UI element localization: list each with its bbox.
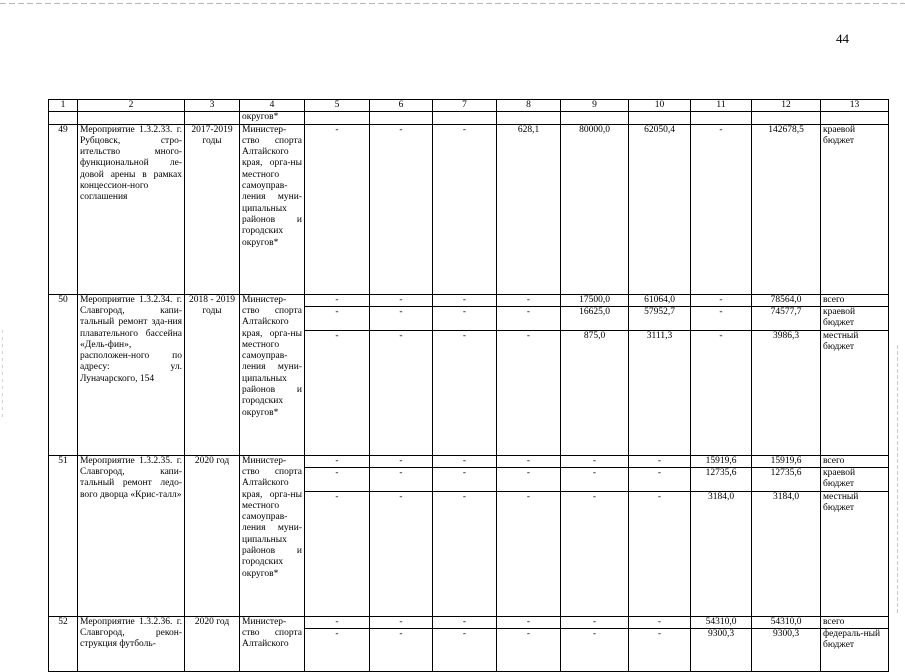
cell-executor: Министер-ство спорта Алтайского края, орга-ны местного самоуправ-ления муни-ципальных районов и городских округов* xyxy=(240,294,305,455)
cell-c10: 57952,7 xyxy=(629,306,691,330)
cell-empty xyxy=(433,112,497,124)
cell-empty xyxy=(752,112,821,124)
column-header: 11 xyxy=(691,100,752,112)
cell-source: федераль-ный бюджет xyxy=(821,628,889,651)
cell-tail xyxy=(629,652,691,672)
cell-c9: 17500,0 xyxy=(561,294,629,306)
cell-c6: - xyxy=(370,491,433,514)
cell-c7: - xyxy=(433,124,497,147)
cell-event: Мероприятие 1.3.2.35. г. Славгород, капи-тальный ремонт ледо-вого дворца «Крис-талл» xyxy=(78,455,185,616)
cell-empty xyxy=(561,112,629,124)
cell-source: всего xyxy=(821,294,889,306)
column-header: 8 xyxy=(497,100,561,112)
cell-tail xyxy=(370,353,433,455)
cell-c8: - xyxy=(497,306,561,330)
cell-event xyxy=(78,112,185,124)
column-header: 9 xyxy=(561,100,629,112)
cell-c8: - xyxy=(497,330,561,353)
cell-c5: - xyxy=(305,467,370,491)
cell-source: местный бюджет xyxy=(821,330,889,353)
cell-num: 51 xyxy=(49,455,78,616)
cell-tail xyxy=(561,147,629,294)
cell-tail xyxy=(370,147,433,294)
cell-tail xyxy=(752,147,821,294)
cell-c7: - xyxy=(433,491,497,514)
cell-c11: - xyxy=(691,306,752,330)
cell-c9: 16625,0 xyxy=(561,306,629,330)
cell-c7: - xyxy=(433,306,497,330)
cell-c9: 875,0 xyxy=(561,330,629,353)
table-row xyxy=(49,294,889,306)
cell-c8: - xyxy=(497,455,561,467)
cell-num xyxy=(49,112,78,124)
cell-c5: - xyxy=(305,491,370,514)
cell-c11: 54310,0 xyxy=(691,616,752,628)
cell-c5: - xyxy=(305,294,370,306)
cell-c5: - xyxy=(305,124,370,147)
cell-c7: - xyxy=(433,330,497,353)
cell-c12: 12735,6 xyxy=(752,467,821,491)
cell-num: 52 xyxy=(49,616,78,671)
cell-executor: Министер-ство спорта Алтайского края, орга-ны местного самоуправ-ления муни-ципальных районов и городских округов* xyxy=(240,124,305,294)
cell-period: 2017-2019 годы xyxy=(185,124,240,294)
cell-c5: - xyxy=(305,306,370,330)
cell-source: всего xyxy=(821,616,889,628)
cell-executor: Министер-ство спорта Алтайского xyxy=(240,616,305,671)
cell-num: 49 xyxy=(49,124,78,294)
cell-c8: - xyxy=(497,467,561,491)
cell-tail xyxy=(752,652,821,672)
cell-source: краевой бюджет xyxy=(821,306,889,330)
column-header: 3 xyxy=(185,100,240,112)
cell-tail xyxy=(497,652,561,672)
cell-c10: - xyxy=(629,455,691,467)
cell-tail xyxy=(433,514,497,616)
column-header: 7 xyxy=(433,100,497,112)
cell-tail xyxy=(305,652,370,672)
budget-table xyxy=(48,99,889,672)
cell-c12: 74577,7 xyxy=(752,306,821,330)
cell-tail xyxy=(433,652,497,672)
cell-c8: - xyxy=(497,628,561,651)
cell-event: Мероприятие 1.3.2.33. г. Рубцовск, стро-ительство много-функциональной ле-довой арены в рамках концессион-ного соглашения xyxy=(78,124,185,294)
cell-c12: 3986,3 xyxy=(752,330,821,353)
cell-source: местный бюджет xyxy=(821,491,889,514)
cell-c8: 628,1 xyxy=(497,124,561,147)
table-row xyxy=(49,616,889,628)
cell-c10: - xyxy=(629,628,691,651)
cell-c9: 80000,0 xyxy=(561,124,629,147)
scan-edge-top xyxy=(0,3,905,4)
cell-c9: - xyxy=(561,491,629,514)
column-header: 13 xyxy=(821,100,889,112)
cell-tail xyxy=(497,353,561,455)
cell-tail xyxy=(691,353,752,455)
cell-empty xyxy=(305,112,370,124)
cell-source: всего xyxy=(821,455,889,467)
cell-c6: - xyxy=(370,306,433,330)
cell-c8: - xyxy=(497,294,561,306)
cell-c7: - xyxy=(433,467,497,491)
table-row xyxy=(49,455,889,467)
cell-c11: - xyxy=(691,330,752,353)
cell-executor: Министер-ство спорта Алтайского края, орга-ны местного самоуправ-ления муни-ципальных районов и городских округов* xyxy=(240,455,305,616)
cell-tail xyxy=(305,147,370,294)
cell-source: краевой бюджет xyxy=(821,124,889,147)
cell-executor: округов* xyxy=(240,112,305,124)
cell-tail xyxy=(561,652,629,672)
cell-c9: - xyxy=(561,616,629,628)
column-header: 12 xyxy=(752,100,821,112)
cell-c7: - xyxy=(433,455,497,467)
cell-c10: 3111,3 xyxy=(629,330,691,353)
cell-tail xyxy=(370,652,433,672)
cell-event: Мероприятие 1.3.2.36. г. Славгород, рекон-струкция футболь- xyxy=(78,616,185,671)
cell-c6: - xyxy=(370,124,433,147)
cell-c10: - xyxy=(629,491,691,514)
cell-tail xyxy=(305,353,370,455)
cell-tail xyxy=(629,353,691,455)
cell-c5: - xyxy=(305,628,370,651)
cell-c6: - xyxy=(370,294,433,306)
cell-tail xyxy=(497,514,561,616)
cell-tail xyxy=(370,514,433,616)
table-row xyxy=(49,124,889,147)
cell-c10: - xyxy=(629,467,691,491)
cell-c8: - xyxy=(497,491,561,514)
cell-c12: 15919,6 xyxy=(752,455,821,467)
cell-c7: - xyxy=(433,616,497,628)
cell-c12: 78564,0 xyxy=(752,294,821,306)
cell-tail xyxy=(821,147,889,294)
cell-c5: - xyxy=(305,330,370,353)
cell-c10: - xyxy=(629,616,691,628)
cell-c6: - xyxy=(370,330,433,353)
cell-c5: - xyxy=(305,616,370,628)
cell-c11: 3184,0 xyxy=(691,491,752,514)
column-header: 5 xyxy=(305,100,370,112)
cell-c11: 9300,3 xyxy=(691,628,752,651)
cell-c8: - xyxy=(497,616,561,628)
cell-c9: - xyxy=(561,628,629,651)
column-header: 10 xyxy=(629,100,691,112)
cell-tail xyxy=(752,514,821,616)
scan-edge-left xyxy=(2,330,3,420)
cell-period: 2018 - 2019 годы xyxy=(185,294,240,455)
cell-c11: - xyxy=(691,294,752,306)
cell-c11: 12735,6 xyxy=(691,467,752,491)
cell-empty xyxy=(497,112,561,124)
cell-c9: - xyxy=(561,455,629,467)
cell-tail xyxy=(691,147,752,294)
cell-c6: - xyxy=(370,628,433,651)
column-header: 1 xyxy=(49,100,78,112)
cell-tail xyxy=(752,353,821,455)
cell-c11: 15919,6 xyxy=(691,455,752,467)
cell-c12: 3184,0 xyxy=(752,491,821,514)
cell-num: 50 xyxy=(49,294,78,455)
column-header: 4 xyxy=(240,100,305,112)
cell-c9: - xyxy=(561,467,629,491)
cell-event: Мероприятие 1.3.2.34. г. Славгород, капи-тальный ремонт зда-ния плавательного бассейна «Дель-фин», расположен-ного по адресу: ул. Луначарского, 154 xyxy=(78,294,185,455)
cell-empty xyxy=(821,112,889,124)
cell-tail xyxy=(305,514,370,616)
cell-c12: 54310,0 xyxy=(752,616,821,628)
cell-tail xyxy=(629,514,691,616)
cell-empty xyxy=(629,112,691,124)
cell-empty xyxy=(691,112,752,124)
cell-c11: - xyxy=(691,124,752,147)
cell-tail xyxy=(561,514,629,616)
cell-c6: - xyxy=(370,616,433,628)
cell-period: 2020 год xyxy=(185,455,240,616)
cell-c7: - xyxy=(433,628,497,651)
cell-c12: 9300,3 xyxy=(752,628,821,651)
cell-tail xyxy=(561,353,629,455)
cell-c6: - xyxy=(370,467,433,491)
cell-period: 2020 год xyxy=(185,616,240,671)
cell-tail xyxy=(821,353,889,455)
page-number: 44 xyxy=(836,31,849,46)
continuation-row xyxy=(49,112,889,124)
cell-c6: - xyxy=(370,455,433,467)
cell-tail xyxy=(821,652,889,672)
cell-c10: 62050,4 xyxy=(629,124,691,147)
cell-period xyxy=(185,112,240,124)
cell-source: краевой бюджет xyxy=(821,467,889,491)
cell-tail xyxy=(497,147,561,294)
column-header: 2 xyxy=(78,100,185,112)
scan-edge-right xyxy=(897,345,898,615)
cell-c12: 142678,5 xyxy=(752,124,821,147)
cell-empty xyxy=(370,112,433,124)
cell-tail xyxy=(821,514,889,616)
cell-tail xyxy=(629,147,691,294)
cell-tail xyxy=(691,514,752,616)
cell-c7: - xyxy=(433,294,497,306)
cell-c5: - xyxy=(305,455,370,467)
header-row xyxy=(49,100,889,112)
column-header: 6 xyxy=(370,100,433,112)
cell-tail xyxy=(433,353,497,455)
cell-tail xyxy=(691,652,752,672)
cell-c10: 61064,0 xyxy=(629,294,691,306)
cell-tail xyxy=(433,147,497,294)
